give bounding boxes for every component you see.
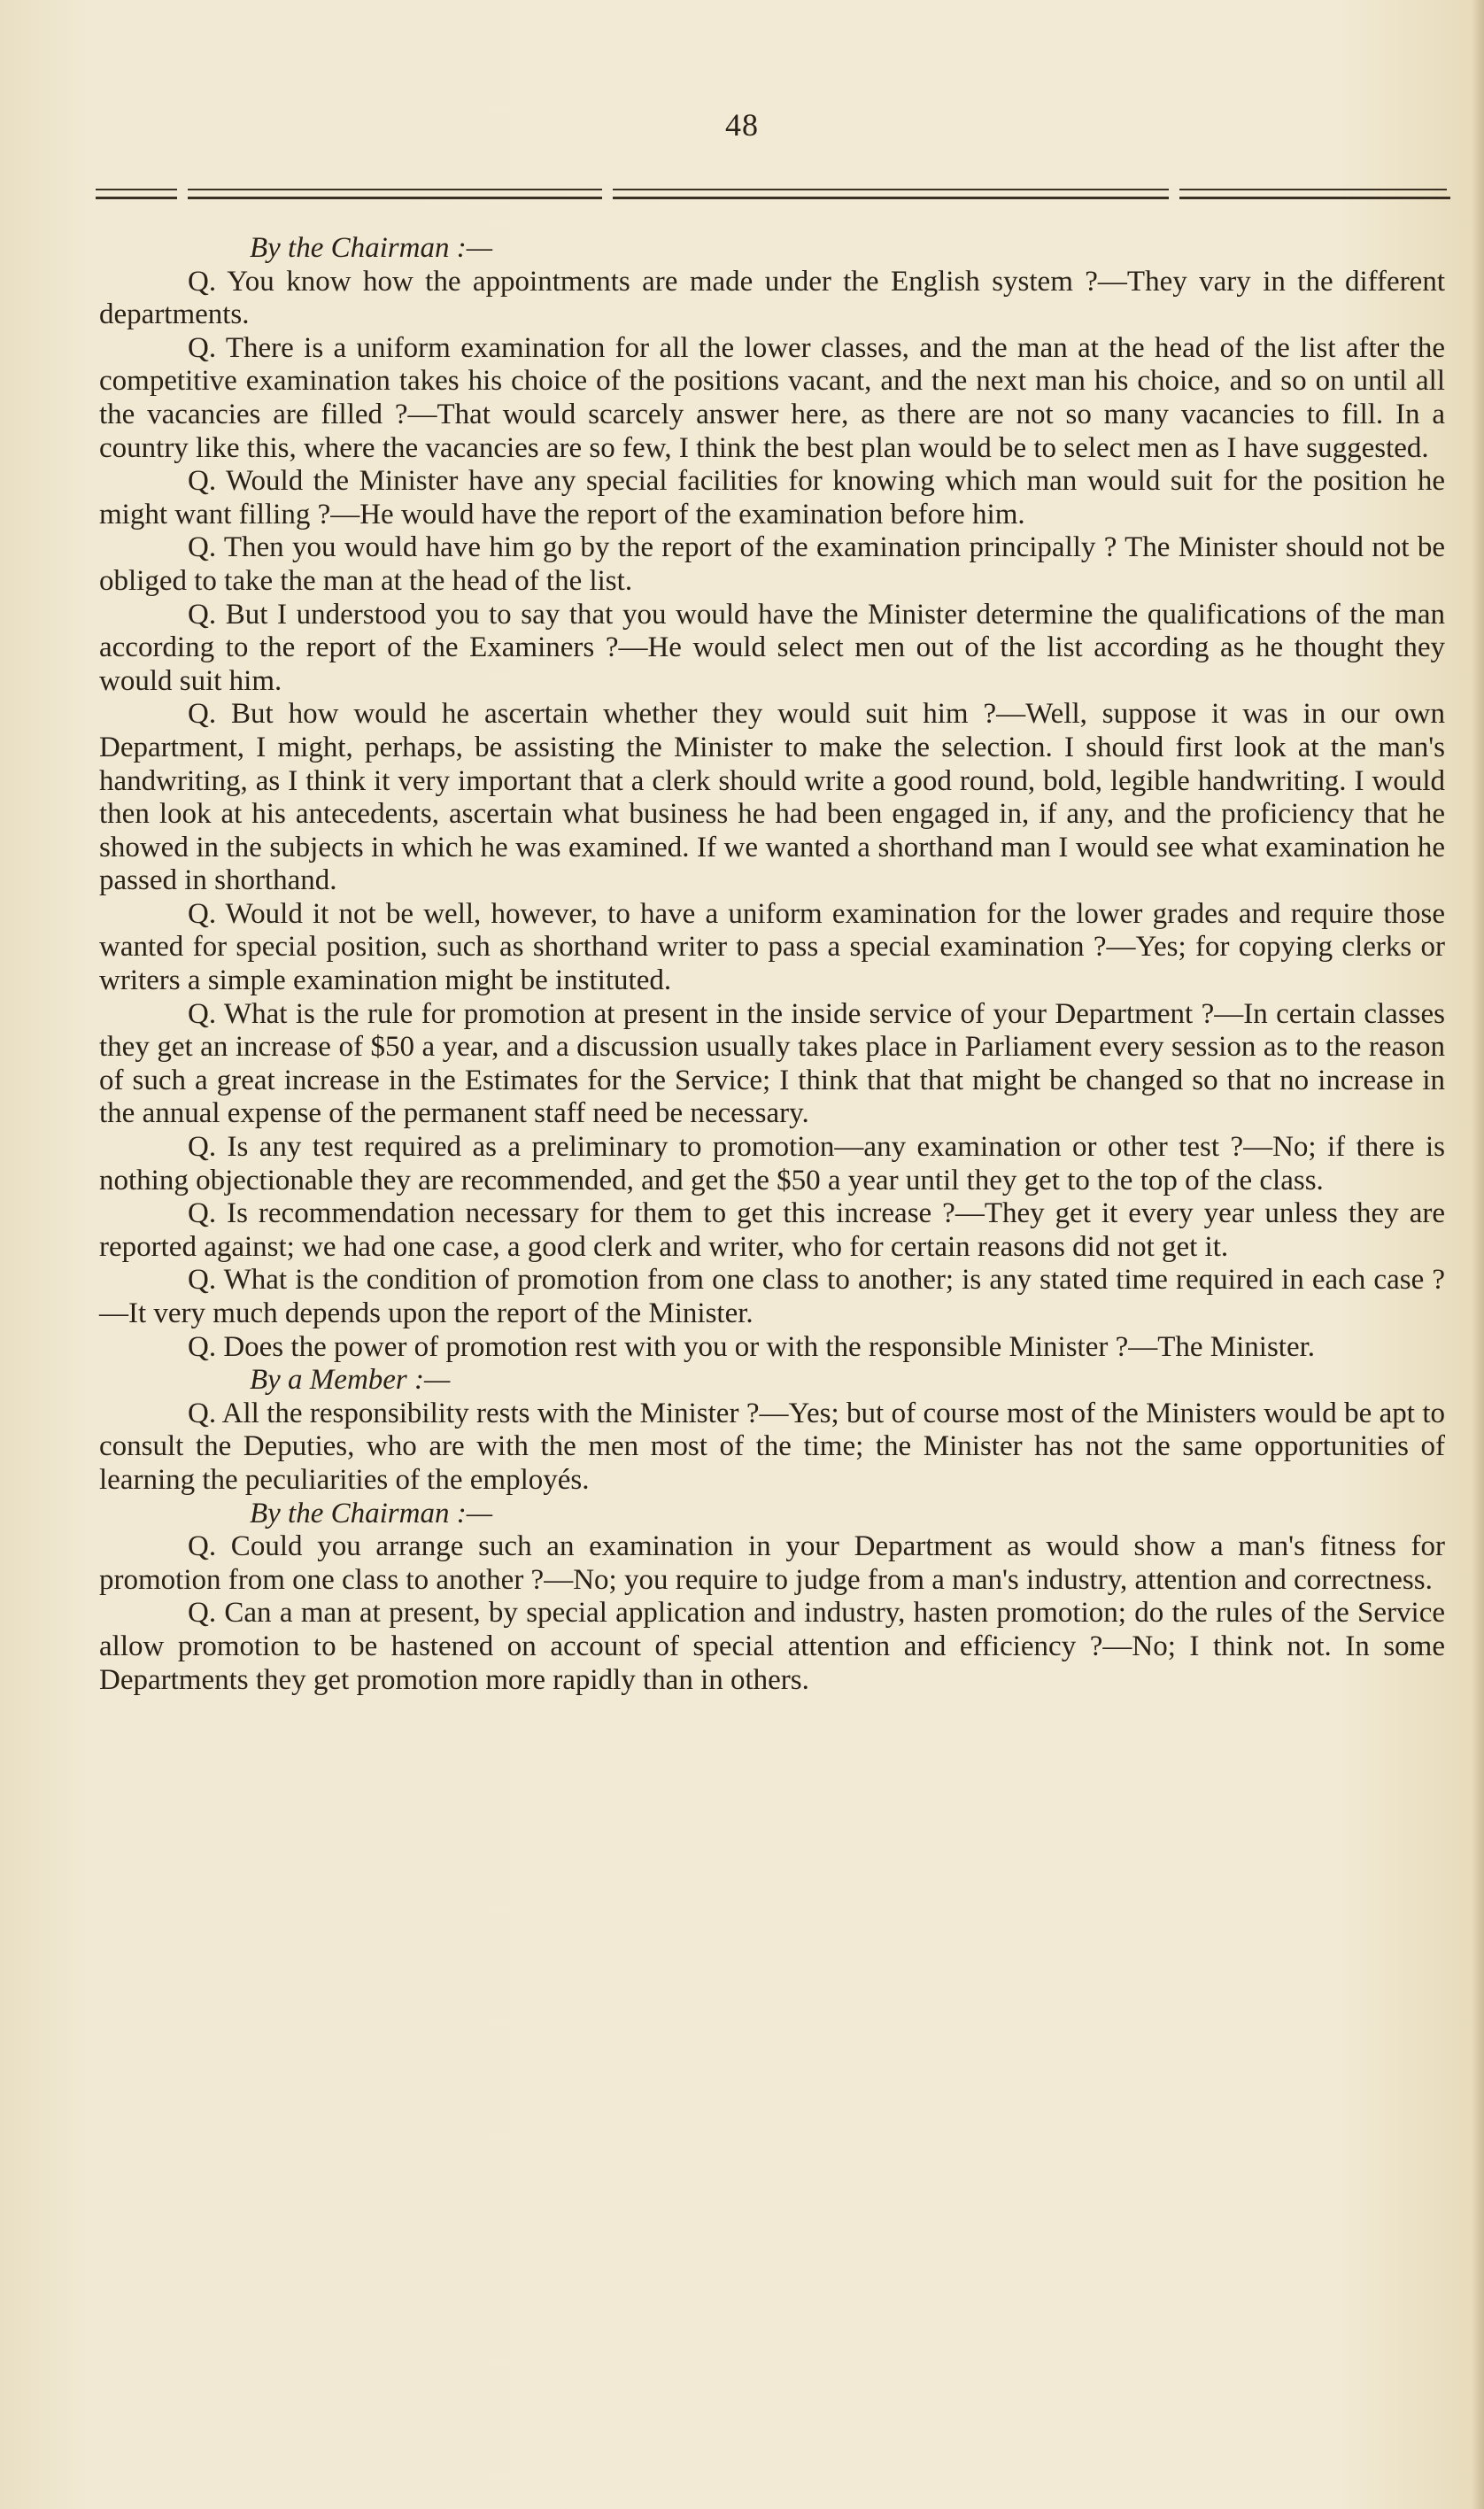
speaker-heading: By a Member :—: [250, 1364, 451, 1397]
question-answer-paragraph: Q. Would it not be well, however, to have a uniform examination for the lower grades and require those wanted for special position, such as shorthand writer to pass a special examination ?—Yes; for copying clerks or writers a simple examination might be instituted.: [99, 897, 1445, 997]
question-answer-paragraph: Q. Could you arrange such an examination in your Department as would show a man's fitness for promotion from one class to another ?—No; you require to judge from a man's industry, attention and correctness.: [99, 1530, 1445, 1596]
question-answer-paragraph: Q. What is the rule for promotion at present in the inside service of your Department ?—In certain classes they get an increase of $50 a year, and a discussion usually takes place in Parliament every session as to the reason of such a great increase in the Estimates for the Service; I think that that might be changed so that no increase in the annual expense of the permanent staff need be necessary.: [99, 997, 1445, 1130]
question-answer-paragraph: Q. You know how the appointments are made under the English system ?—They vary in the different departments.: [99, 265, 1445, 331]
speaker-heading: By the Chairman :—: [250, 1497, 493, 1529]
rule-gap: [1169, 186, 1179, 202]
speaker-heading: By the Chairman :—: [250, 232, 493, 264]
page-edge-shadow: [1472, 0, 1484, 2509]
header-rule-bottom: [96, 197, 1450, 199]
question-answer-paragraph: Q. There is a uniform examination for all the lower classes, and the man at the head of the list after the competitive examination takes his choice of the positions vacant, and the next man his choice, and so on until all the vacancies are filled ?—That would scarcely answer here, as there are not so many vacancies to fill. In a country like this, where the vacancies are so few, I think the best plan would be to select men as I have suggested.: [99, 331, 1445, 464]
question-answer-paragraph: Q. Then you would have him go by the report of the examination principally ? The Minister should not be obliged to take the man at the head of the list.: [99, 531, 1445, 597]
question-answer-paragraph: Q. Can a man at present, by special application and industry, hasten promotion; do the rules of the Service allow promotion to be hastened on account of special attention and efficiency ?—No; I think not. In some Departments they get promotion more rapidly than in others.: [99, 1597, 1445, 1696]
question-answer-paragraph: Q. Is any test required as a preliminary to promotion—any examination or other test ?—No; if there is nothing objectionable they are recommended, and get the $50 a year until they get to the top of the class.: [99, 1131, 1445, 1196]
testimony-body: [99, 232, 1445, 1697]
page-number: 48: [725, 107, 759, 143]
question-answer-paragraph: Q. But how would he ascertain whether they would suit him ?—Well, suppose it was in our own Department, I might, perhaps, be assisting the Minister to make the selection. I should first look at the man's handwriting, as I think it very important that a clerk should write a good round, bold, legible handwriting. I would then look at his antecedents, ascertain what business he had been engaged in, if any, and the proficiency that he showed in the subjects in which he was examined. If we wanted a shorthand man I would see what examination he passed in shorthand.: [99, 698, 1445, 897]
question-answer-paragraph: Q. What is the condition of promotion from one class to another; is any stated time required in each case ?—It very much depends upon the report of the Minister.: [99, 1264, 1445, 1329]
header-rule-top: [96, 189, 1447, 190]
question-answer-paragraph: Q. All the responsibility rests with the Minister ?—Yes; but of course most of the Ministers would be apt to consult the Deputies, who are with the men most of the time; the Minister has not the same opportunities of learning the peculiarities of the employés.: [99, 1397, 1445, 1496]
question-answer-paragraph: Q. Is recommendation necessary for them to get this increase ?—They get it every year unless they are reported against; we had one case, a good clerk and writer, who for certain reasons did not get it.: [99, 1197, 1445, 1263]
question-answer-paragraph: Q. But I understood you to say that you would have the Minister determine the qualifications of the man according to the report of the Examiners ?—He would select men out of the list according as he thought they would suit him.: [99, 598, 1445, 697]
rule-gap: [602, 186, 613, 202]
question-answer-paragraph: Q. Does the power of promotion rest with you or with the responsible Minister ?—The Minister.: [188, 1330, 1316, 1363]
rule-gap: [177, 186, 188, 202]
question-answer-paragraph: Q. Would the Minister have any special facilities for knowing which man would suit for the position he might want filling ?—He would have the report of the examination before him.: [99, 465, 1445, 530]
